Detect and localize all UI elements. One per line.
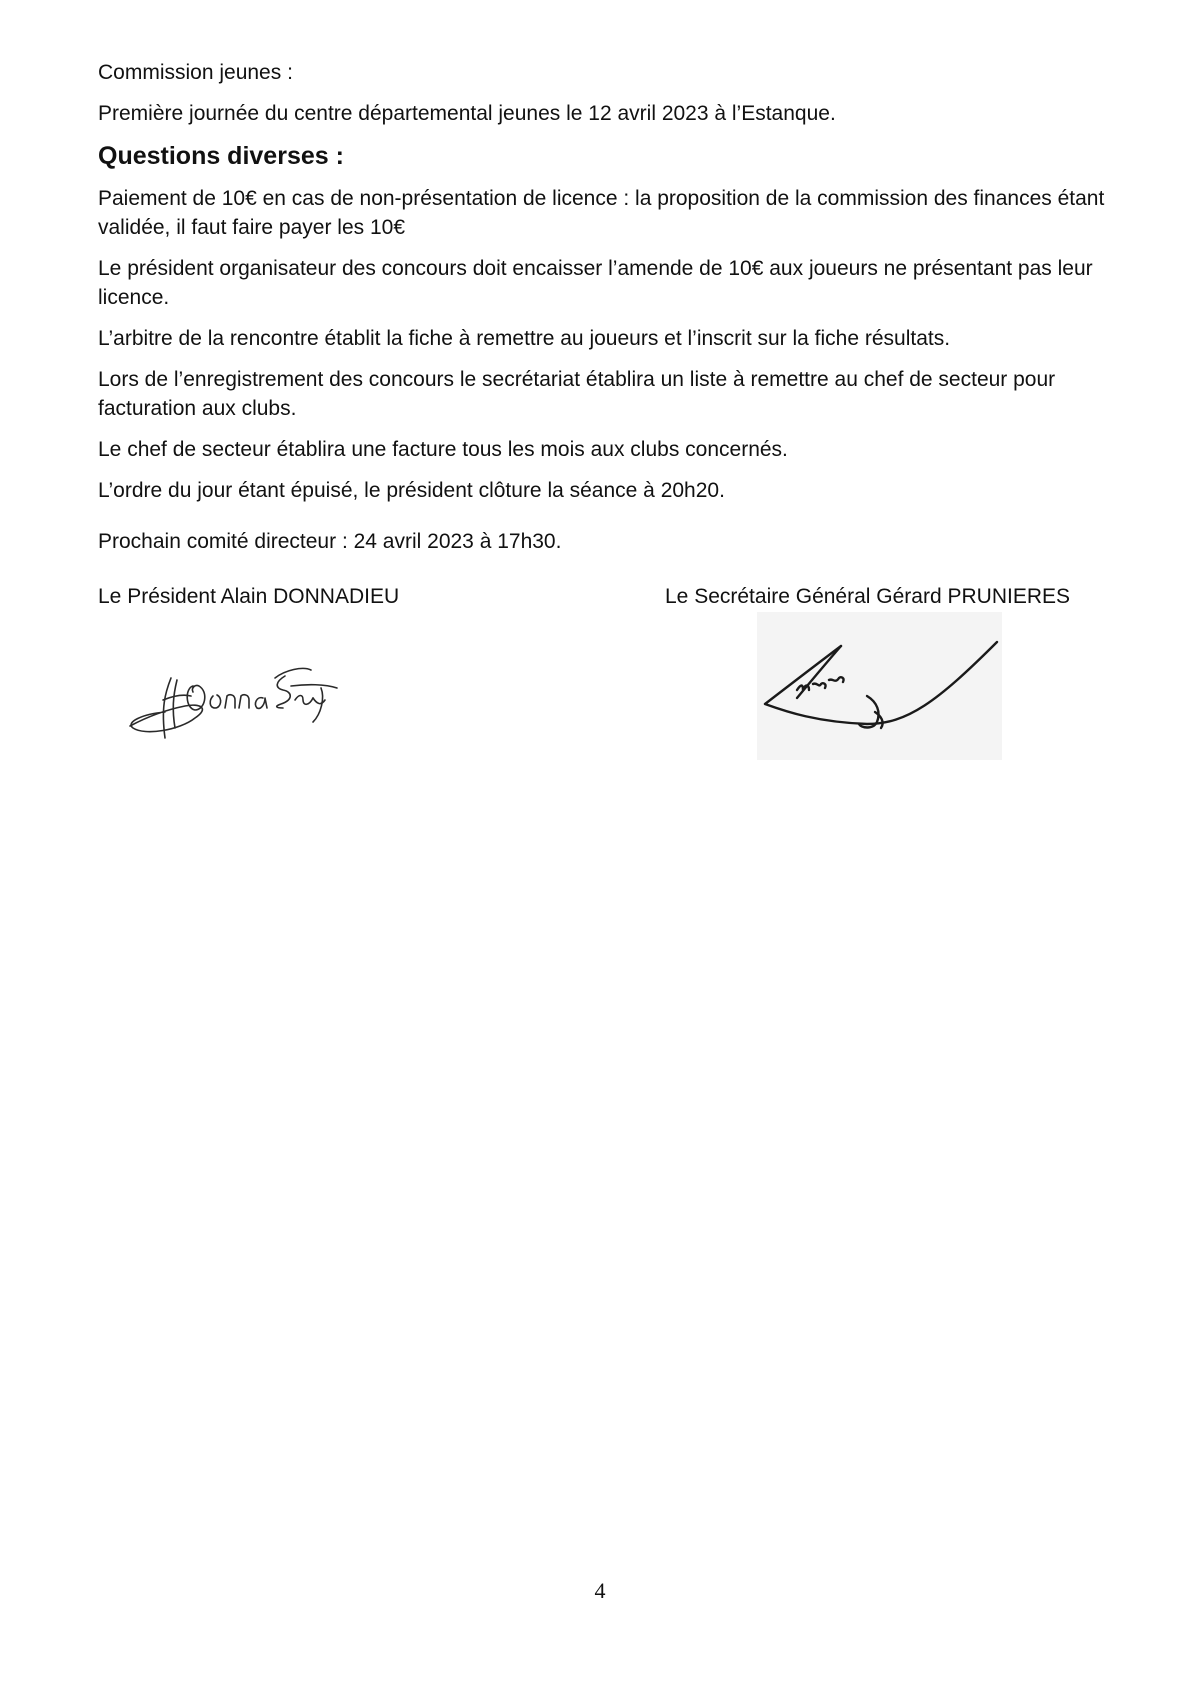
secretary-signatory: Le Secrétaire Général Gérard PRUNIERES — [665, 585, 1070, 608]
page-number: 4 — [594, 1578, 606, 1603]
president-signatory: Le Président Alain DONNADIEU — [98, 585, 400, 608]
spacer — [98, 517, 1118, 527]
secretary-signature-image — [757, 612, 1002, 760]
president-signature-image — [125, 648, 340, 748]
document-body — [98, 58, 1118, 568]
paragraph-payment: Paiement de 10€ en cas de non-présentation de licence : la proposition de la commission des finances étant validée, il faut faire payer les 10€ — [98, 187, 1105, 239]
paragraph-secretariat: Lors de l’enregistrement des concours le secrétariat établira un liste à remettre au chef de secteur pour facturation aux clubs. — [98, 368, 1056, 420]
section-heading: Questions diverses : — [98, 142, 344, 170]
commission-jeunes-label: Commission jeunes : — [98, 61, 293, 84]
commission-jeunes-text: Première journée du centre départemental jeunes le 12 avril 2023 à l’Estanque. — [98, 102, 836, 125]
paragraph-president-fine: Le président organisateur des concours doit encaisser l’amende de 10€ aux joueurs ne présentant pas leur licence. — [98, 257, 1093, 309]
paragraph-chef-secteur: Le chef de secteur établira une facture tous les mois aux clubs concernés. — [98, 438, 788, 461]
next-meeting: Prochain comité directeur : 24 avril 2023 à 17h30. — [98, 530, 562, 553]
paragraph-arbitre: L’arbitre de la rencontre établit la fiche à remettre au joueurs et l’inscrit sur la fiche résultats. — [98, 327, 951, 350]
paragraph-closing: L’ordre du jour étant épuisé, le président clôture la séance à 20h20. — [98, 479, 725, 502]
signatories-row — [98, 582, 1118, 612]
